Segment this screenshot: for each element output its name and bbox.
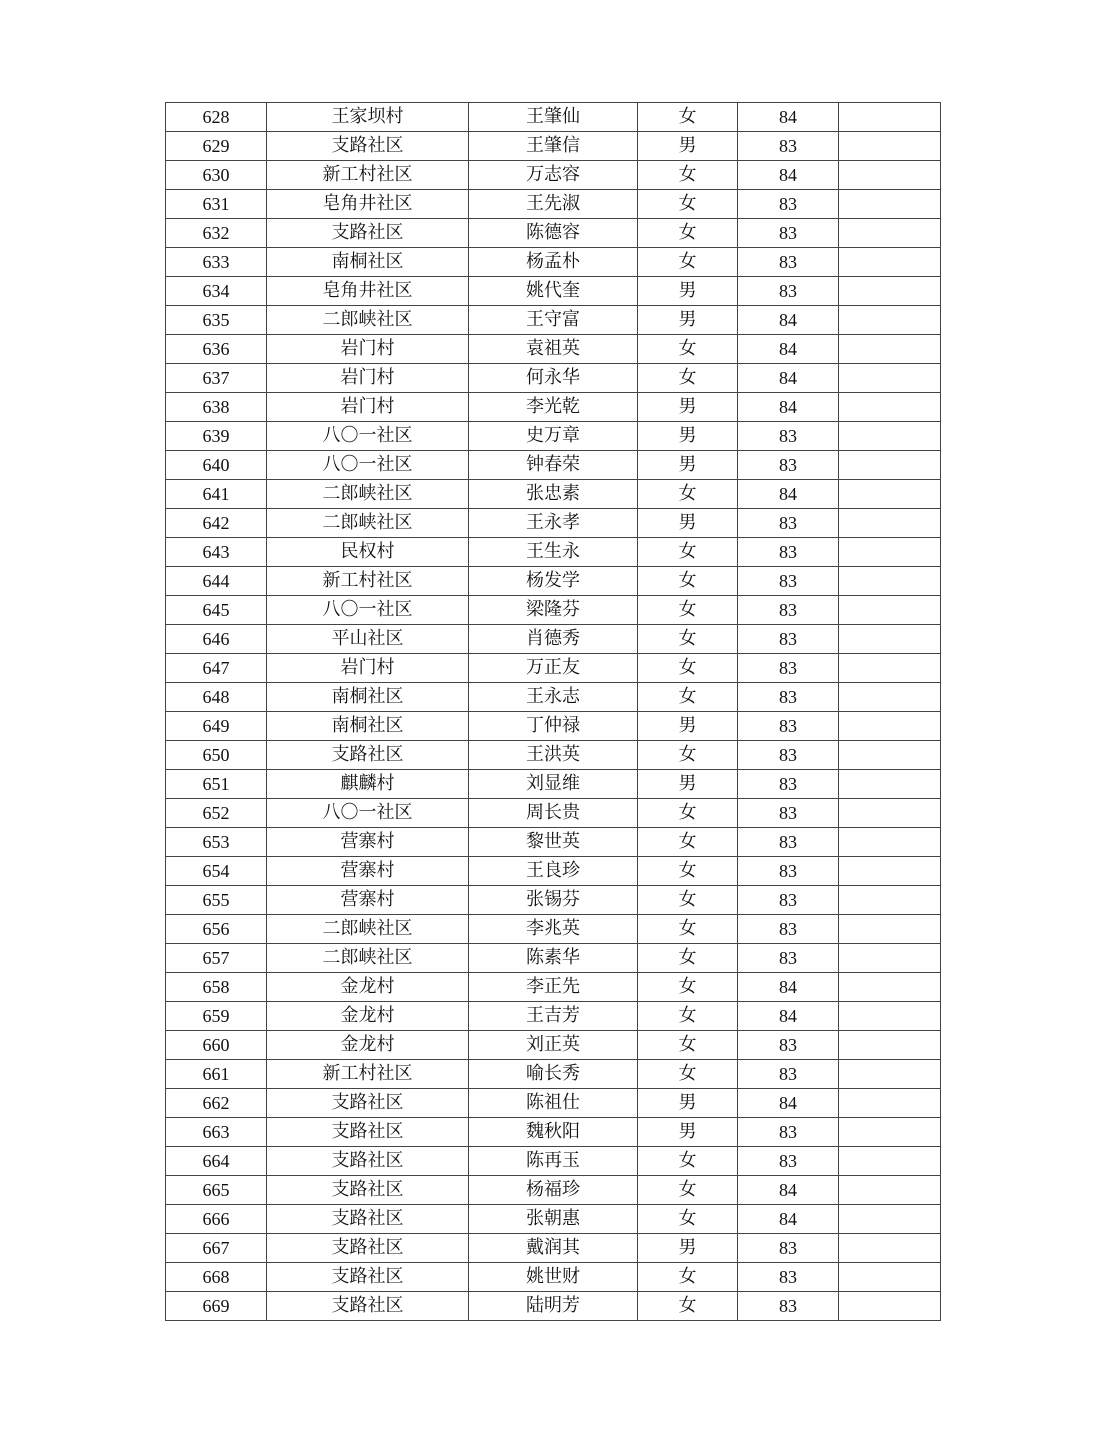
remark-cell (839, 219, 941, 248)
remark-cell (839, 915, 941, 944)
community-cell: 南桐社区 (267, 248, 469, 277)
name-cell: 黎世英 (469, 828, 638, 857)
name-cell: 王吉芳 (469, 1002, 638, 1031)
age-cell: 83 (738, 219, 839, 248)
gender-cell: 女 (638, 857, 738, 886)
age-cell: 83 (738, 451, 839, 480)
remark-cell (839, 1176, 941, 1205)
name-cell: 王永孝 (469, 509, 638, 538)
serial-number-cell: 660 (166, 1031, 267, 1060)
age-cell: 83 (738, 683, 839, 712)
table-row (166, 915, 941, 944)
table-row (166, 770, 941, 799)
remark-cell (839, 277, 941, 306)
serial-number-cell: 662 (166, 1089, 267, 1118)
community-cell: 民权村 (267, 538, 469, 567)
remark-cell (839, 654, 941, 683)
serial-number-cell: 668 (166, 1263, 267, 1292)
name-cell: 丁仲禄 (469, 712, 638, 741)
gender-cell: 女 (638, 103, 738, 132)
name-cell: 李光乾 (469, 393, 638, 422)
remark-cell (839, 1118, 941, 1147)
age-cell: 84 (738, 161, 839, 190)
gender-cell: 女 (638, 190, 738, 219)
serial-number-cell: 658 (166, 973, 267, 1002)
serial-number-cell: 664 (166, 1147, 267, 1176)
table-row (166, 712, 941, 741)
remark-cell (839, 248, 941, 277)
age-cell: 83 (738, 741, 839, 770)
remark-cell (839, 451, 941, 480)
name-cell: 戴润其 (469, 1234, 638, 1263)
community-cell: 岩门村 (267, 393, 469, 422)
serial-number-cell: 632 (166, 219, 267, 248)
gender-cell: 女 (638, 683, 738, 712)
serial-number-cell: 666 (166, 1205, 267, 1234)
gender-cell: 女 (638, 567, 738, 596)
age-cell: 83 (738, 1263, 839, 1292)
remark-cell (839, 393, 941, 422)
roster-table (165, 102, 941, 1321)
gender-cell: 女 (638, 1031, 738, 1060)
serial-number-cell: 659 (166, 1002, 267, 1031)
community-cell: 岩门村 (267, 335, 469, 364)
community-cell: 二郎峡社区 (267, 915, 469, 944)
gender-cell: 男 (638, 1089, 738, 1118)
gender-cell: 女 (638, 538, 738, 567)
name-cell: 杨孟朴 (469, 248, 638, 277)
age-cell: 83 (738, 538, 839, 567)
name-cell: 刘正英 (469, 1031, 638, 1060)
remark-cell (839, 1089, 941, 1118)
table-row (166, 1002, 941, 1031)
age-cell: 83 (738, 886, 839, 915)
community-cell: 金龙村 (267, 1002, 469, 1031)
table-row (166, 161, 941, 190)
table-row (166, 799, 941, 828)
community-cell: 八〇一社区 (267, 422, 469, 451)
gender-cell: 女 (638, 915, 738, 944)
community-cell: 支路社区 (267, 1089, 469, 1118)
gender-cell: 女 (638, 1292, 738, 1321)
table-row (166, 219, 941, 248)
table-row (166, 1292, 941, 1321)
gender-cell: 女 (638, 1147, 738, 1176)
name-cell: 陈再玉 (469, 1147, 638, 1176)
gender-cell: 男 (638, 393, 738, 422)
age-cell: 84 (738, 364, 839, 393)
serial-number-cell: 649 (166, 712, 267, 741)
community-cell: 支路社区 (267, 1118, 469, 1147)
table-row (166, 509, 941, 538)
remark-cell (839, 1292, 941, 1321)
name-cell: 肖德秀 (469, 625, 638, 654)
table-row (166, 683, 941, 712)
remark-cell (839, 161, 941, 190)
gender-cell: 男 (638, 770, 738, 799)
table-row (166, 857, 941, 886)
serial-number-cell: 657 (166, 944, 267, 973)
age-cell: 84 (738, 480, 839, 509)
serial-number-cell: 643 (166, 538, 267, 567)
community-cell: 二郎峡社区 (267, 509, 469, 538)
gender-cell: 女 (638, 741, 738, 770)
table-row (166, 1234, 941, 1263)
remark-cell (839, 596, 941, 625)
community-cell: 支路社区 (267, 1234, 469, 1263)
serial-number-cell: 647 (166, 654, 267, 683)
community-cell: 支路社区 (267, 1147, 469, 1176)
name-cell: 何永华 (469, 364, 638, 393)
serial-number-cell: 642 (166, 509, 267, 538)
name-cell: 陈祖仕 (469, 1089, 638, 1118)
table-row (166, 1031, 941, 1060)
serial-number-cell: 661 (166, 1060, 267, 1089)
serial-number-cell: 630 (166, 161, 267, 190)
community-cell: 二郎峡社区 (267, 944, 469, 973)
gender-cell: 女 (638, 799, 738, 828)
remark-cell (839, 335, 941, 364)
age-cell: 83 (738, 625, 839, 654)
remark-cell (839, 509, 941, 538)
gender-cell: 女 (638, 654, 738, 683)
remark-cell (839, 103, 941, 132)
community-cell: 支路社区 (267, 1205, 469, 1234)
serial-number-cell: 654 (166, 857, 267, 886)
gender-cell: 男 (638, 277, 738, 306)
serial-number-cell: 640 (166, 451, 267, 480)
table-row (166, 1263, 941, 1292)
age-cell: 83 (738, 799, 839, 828)
remark-cell (839, 1031, 941, 1060)
table-row (166, 103, 941, 132)
community-cell: 支路社区 (267, 1263, 469, 1292)
remark-cell (839, 712, 941, 741)
name-cell: 王守富 (469, 306, 638, 335)
community-cell: 支路社区 (267, 1176, 469, 1205)
name-cell: 王先淑 (469, 190, 638, 219)
community-cell: 新工村社区 (267, 567, 469, 596)
serial-number-cell: 631 (166, 190, 267, 219)
remark-cell (839, 567, 941, 596)
community-cell: 岩门村 (267, 364, 469, 393)
serial-number-cell: 635 (166, 306, 267, 335)
name-cell: 万正友 (469, 654, 638, 683)
serial-number-cell: 636 (166, 335, 267, 364)
name-cell: 梁隆芬 (469, 596, 638, 625)
serial-number-cell: 645 (166, 596, 267, 625)
table-row (166, 654, 941, 683)
age-cell: 83 (738, 422, 839, 451)
name-cell: 杨福珍 (469, 1176, 638, 1205)
community-cell: 营寨村 (267, 886, 469, 915)
serial-number-cell: 629 (166, 132, 267, 161)
name-cell: 史万章 (469, 422, 638, 451)
age-cell: 83 (738, 1147, 839, 1176)
community-cell: 金龙村 (267, 973, 469, 1002)
age-cell: 84 (738, 103, 839, 132)
remark-cell (839, 886, 941, 915)
gender-cell: 男 (638, 712, 738, 741)
table-row (166, 625, 941, 654)
gender-cell: 男 (638, 451, 738, 480)
age-cell: 83 (738, 132, 839, 161)
name-cell: 姚世财 (469, 1263, 638, 1292)
gender-cell: 男 (638, 132, 738, 161)
name-cell: 王肇信 (469, 132, 638, 161)
serial-number-cell: 639 (166, 422, 267, 451)
table-row (166, 1118, 941, 1147)
gender-cell: 女 (638, 335, 738, 364)
age-cell: 84 (738, 306, 839, 335)
remark-cell (839, 132, 941, 161)
serial-number-cell: 655 (166, 886, 267, 915)
remark-cell (839, 538, 941, 567)
age-cell: 84 (738, 1176, 839, 1205)
serial-number-cell: 651 (166, 770, 267, 799)
serial-number-cell: 633 (166, 248, 267, 277)
age-cell: 83 (738, 944, 839, 973)
age-cell: 83 (738, 1292, 839, 1321)
name-cell: 李正先 (469, 973, 638, 1002)
table-row (166, 132, 941, 161)
serial-number-cell: 653 (166, 828, 267, 857)
remark-cell (839, 799, 941, 828)
remark-cell (839, 190, 941, 219)
community-cell: 八〇一社区 (267, 451, 469, 480)
roster-table-body (166, 103, 941, 1321)
serial-number-cell: 669 (166, 1292, 267, 1321)
gender-cell: 女 (638, 625, 738, 654)
community-cell: 二郎峡社区 (267, 480, 469, 509)
remark-cell (839, 1234, 941, 1263)
table-row (166, 973, 941, 1002)
community-cell: 金龙村 (267, 1031, 469, 1060)
age-cell: 83 (738, 654, 839, 683)
age-cell: 83 (738, 1031, 839, 1060)
gender-cell: 女 (638, 1205, 738, 1234)
community-cell: 八〇一社区 (267, 799, 469, 828)
age-cell: 83 (738, 1234, 839, 1263)
table-row (166, 538, 941, 567)
gender-cell: 女 (638, 1263, 738, 1292)
name-cell: 喻长秀 (469, 1060, 638, 1089)
serial-number-cell: 638 (166, 393, 267, 422)
remark-cell (839, 1205, 941, 1234)
name-cell: 陈德容 (469, 219, 638, 248)
remark-cell (839, 1002, 941, 1031)
age-cell: 84 (738, 1205, 839, 1234)
gender-cell: 男 (638, 422, 738, 451)
table-row (166, 886, 941, 915)
remark-cell (839, 683, 941, 712)
gender-cell: 女 (638, 944, 738, 973)
table-row (166, 596, 941, 625)
gender-cell: 女 (638, 886, 738, 915)
age-cell: 83 (738, 915, 839, 944)
name-cell: 王肇仙 (469, 103, 638, 132)
community-cell: 八〇一社区 (267, 596, 469, 625)
table-row (166, 422, 941, 451)
table-row (166, 567, 941, 596)
table-row (166, 1089, 941, 1118)
table-row (166, 306, 941, 335)
community-cell: 皂角井社区 (267, 277, 469, 306)
remark-cell (839, 741, 941, 770)
serial-number-cell: 634 (166, 277, 267, 306)
remark-cell (839, 306, 941, 335)
name-cell: 陈素华 (469, 944, 638, 973)
community-cell: 营寨村 (267, 857, 469, 886)
remark-cell (839, 770, 941, 799)
table-row (166, 451, 941, 480)
table-row (166, 741, 941, 770)
age-cell: 83 (738, 1118, 839, 1147)
age-cell: 83 (738, 190, 839, 219)
age-cell: 83 (738, 712, 839, 741)
age-cell: 84 (738, 1089, 839, 1118)
remark-cell (839, 364, 941, 393)
serial-number-cell: 628 (166, 103, 267, 132)
table-row (166, 1147, 941, 1176)
serial-number-cell: 665 (166, 1176, 267, 1205)
table-row (166, 277, 941, 306)
table-row (166, 944, 941, 973)
gender-cell: 男 (638, 1118, 738, 1147)
table-row (166, 335, 941, 364)
table-row (166, 364, 941, 393)
community-cell: 支路社区 (267, 741, 469, 770)
age-cell: 83 (738, 248, 839, 277)
age-cell: 83 (738, 277, 839, 306)
community-cell: 二郎峡社区 (267, 306, 469, 335)
name-cell: 张锡芬 (469, 886, 638, 915)
name-cell: 张忠素 (469, 480, 638, 509)
table-row (166, 248, 941, 277)
gender-cell: 女 (638, 1060, 738, 1089)
table-row (166, 1205, 941, 1234)
gender-cell: 女 (638, 248, 738, 277)
gender-cell: 女 (638, 219, 738, 248)
community-cell: 新工村社区 (267, 1060, 469, 1089)
gender-cell: 男 (638, 509, 738, 538)
gender-cell: 女 (638, 364, 738, 393)
name-cell: 王永志 (469, 683, 638, 712)
gender-cell: 男 (638, 1234, 738, 1263)
name-cell: 张朝惠 (469, 1205, 638, 1234)
community-cell: 支路社区 (267, 1292, 469, 1321)
remark-cell (839, 1147, 941, 1176)
age-cell: 84 (738, 335, 839, 364)
gender-cell: 女 (638, 973, 738, 1002)
serial-number-cell: 644 (166, 567, 267, 596)
name-cell: 魏秋阳 (469, 1118, 638, 1147)
name-cell: 刘显维 (469, 770, 638, 799)
community-cell: 平山社区 (267, 625, 469, 654)
gender-cell: 女 (638, 1176, 738, 1205)
community-cell: 皂角井社区 (267, 190, 469, 219)
serial-number-cell: 652 (166, 799, 267, 828)
community-cell: 南桐社区 (267, 683, 469, 712)
table-row (166, 480, 941, 509)
remark-cell (839, 625, 941, 654)
community-cell: 新工村社区 (267, 161, 469, 190)
age-cell: 83 (738, 509, 839, 538)
age-cell: 83 (738, 828, 839, 857)
age-cell: 84 (738, 393, 839, 422)
serial-number-cell: 667 (166, 1234, 267, 1263)
age-cell: 84 (738, 973, 839, 1002)
remark-cell (839, 857, 941, 886)
remark-cell (839, 1060, 941, 1089)
age-cell: 83 (738, 1060, 839, 1089)
name-cell: 钟春荣 (469, 451, 638, 480)
name-cell: 袁祖英 (469, 335, 638, 364)
table-row (166, 828, 941, 857)
serial-number-cell: 656 (166, 915, 267, 944)
name-cell: 李兆英 (469, 915, 638, 944)
name-cell: 王良珍 (469, 857, 638, 886)
serial-number-cell: 648 (166, 683, 267, 712)
name-cell: 王洪英 (469, 741, 638, 770)
table-row (166, 1060, 941, 1089)
gender-cell: 女 (638, 596, 738, 625)
serial-number-cell: 663 (166, 1118, 267, 1147)
table-row (166, 393, 941, 422)
serial-number-cell: 650 (166, 741, 267, 770)
community-cell: 岩门村 (267, 654, 469, 683)
age-cell: 83 (738, 596, 839, 625)
name-cell: 周长贵 (469, 799, 638, 828)
community-cell: 南桐社区 (267, 712, 469, 741)
table-row (166, 190, 941, 219)
community-cell: 支路社区 (267, 219, 469, 248)
community-cell: 营寨村 (267, 828, 469, 857)
age-cell: 83 (738, 567, 839, 596)
gender-cell: 女 (638, 480, 738, 509)
gender-cell: 女 (638, 828, 738, 857)
remark-cell (839, 973, 941, 1002)
name-cell: 万志容 (469, 161, 638, 190)
age-cell: 83 (738, 857, 839, 886)
serial-number-cell: 641 (166, 480, 267, 509)
remark-cell (839, 944, 941, 973)
gender-cell: 女 (638, 161, 738, 190)
serial-number-cell: 646 (166, 625, 267, 654)
table-row (166, 1176, 941, 1205)
remark-cell (839, 1263, 941, 1292)
gender-cell: 女 (638, 1002, 738, 1031)
remark-cell (839, 480, 941, 509)
community-cell: 王家坝村 (267, 103, 469, 132)
age-cell: 84 (738, 1002, 839, 1031)
age-cell: 83 (738, 770, 839, 799)
name-cell: 陆明芳 (469, 1292, 638, 1321)
remark-cell (839, 422, 941, 451)
community-cell: 支路社区 (267, 132, 469, 161)
community-cell: 麒麟村 (267, 770, 469, 799)
name-cell: 王生永 (469, 538, 638, 567)
remark-cell (839, 828, 941, 857)
serial-number-cell: 637 (166, 364, 267, 393)
name-cell: 姚代奎 (469, 277, 638, 306)
gender-cell: 男 (638, 306, 738, 335)
name-cell: 杨发学 (469, 567, 638, 596)
